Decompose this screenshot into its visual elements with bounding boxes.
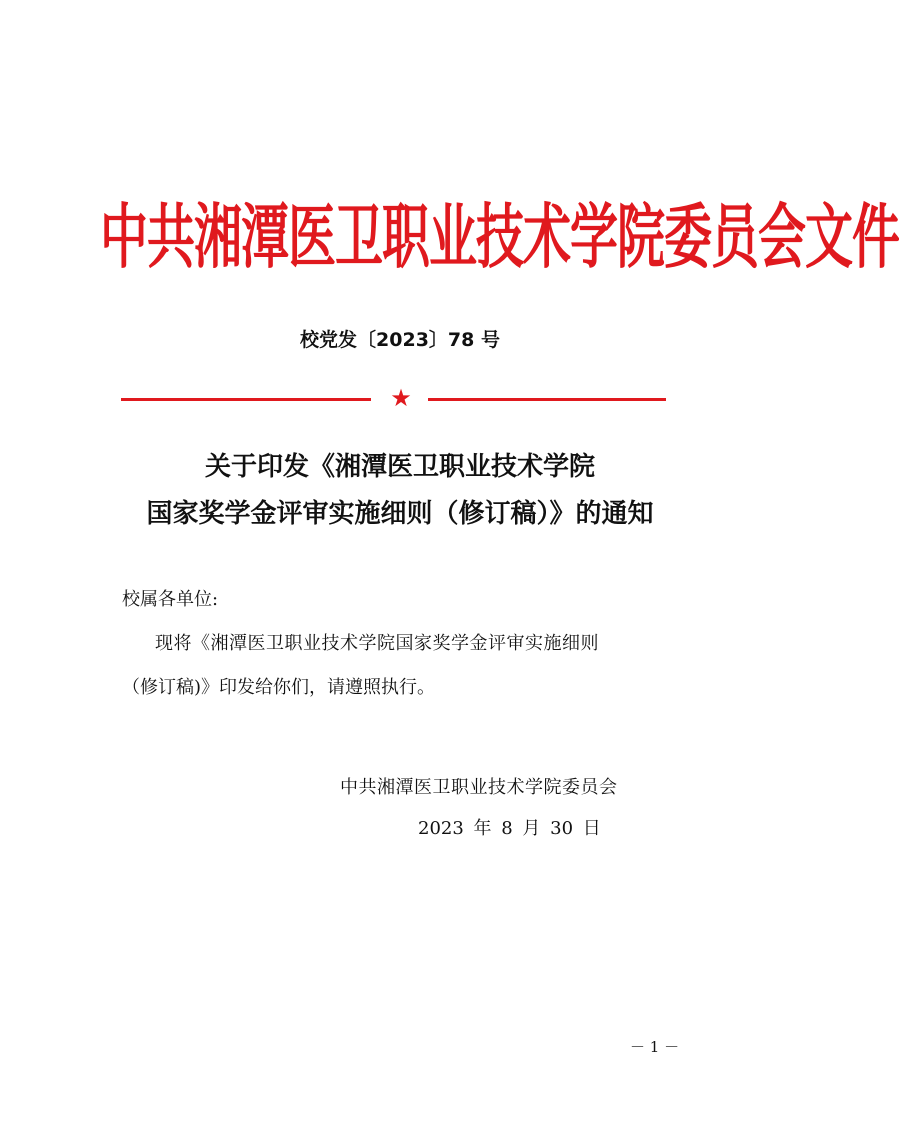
page-number: － 1 － (630, 1038, 680, 1056)
red-divider-right (428, 398, 666, 401)
body-paragraph-line-2: （修订稿)》印发给你们，请遵照执行。 (122, 677, 436, 698)
star-icon: ★ (390, 384, 412, 412)
body-paragraph-line-1: 现将《湘潭医卫职业技术学院国家奖学金评审实施细则 (155, 633, 599, 654)
issuer-signature: 中共湘潭医卫职业技术学院委员会 (340, 777, 618, 798)
salutation: 校属各单位: (122, 589, 219, 610)
red-divider-left (121, 398, 371, 401)
notice-title-line-1: 关于印发《湘潭医卫职业技术学院 (204, 452, 595, 482)
document-header: 中共湘潭医卫职业技术学院委员会文件 (100, 197, 899, 279)
issue-date: 2023 年 8 月 30 日 (418, 818, 601, 839)
document-number: 校党发〔2023〕78 号 (300, 329, 500, 351)
notice-title-line-2: 国家奖学金评审实施细则（修订稿）》的通知 (146, 499, 654, 529)
